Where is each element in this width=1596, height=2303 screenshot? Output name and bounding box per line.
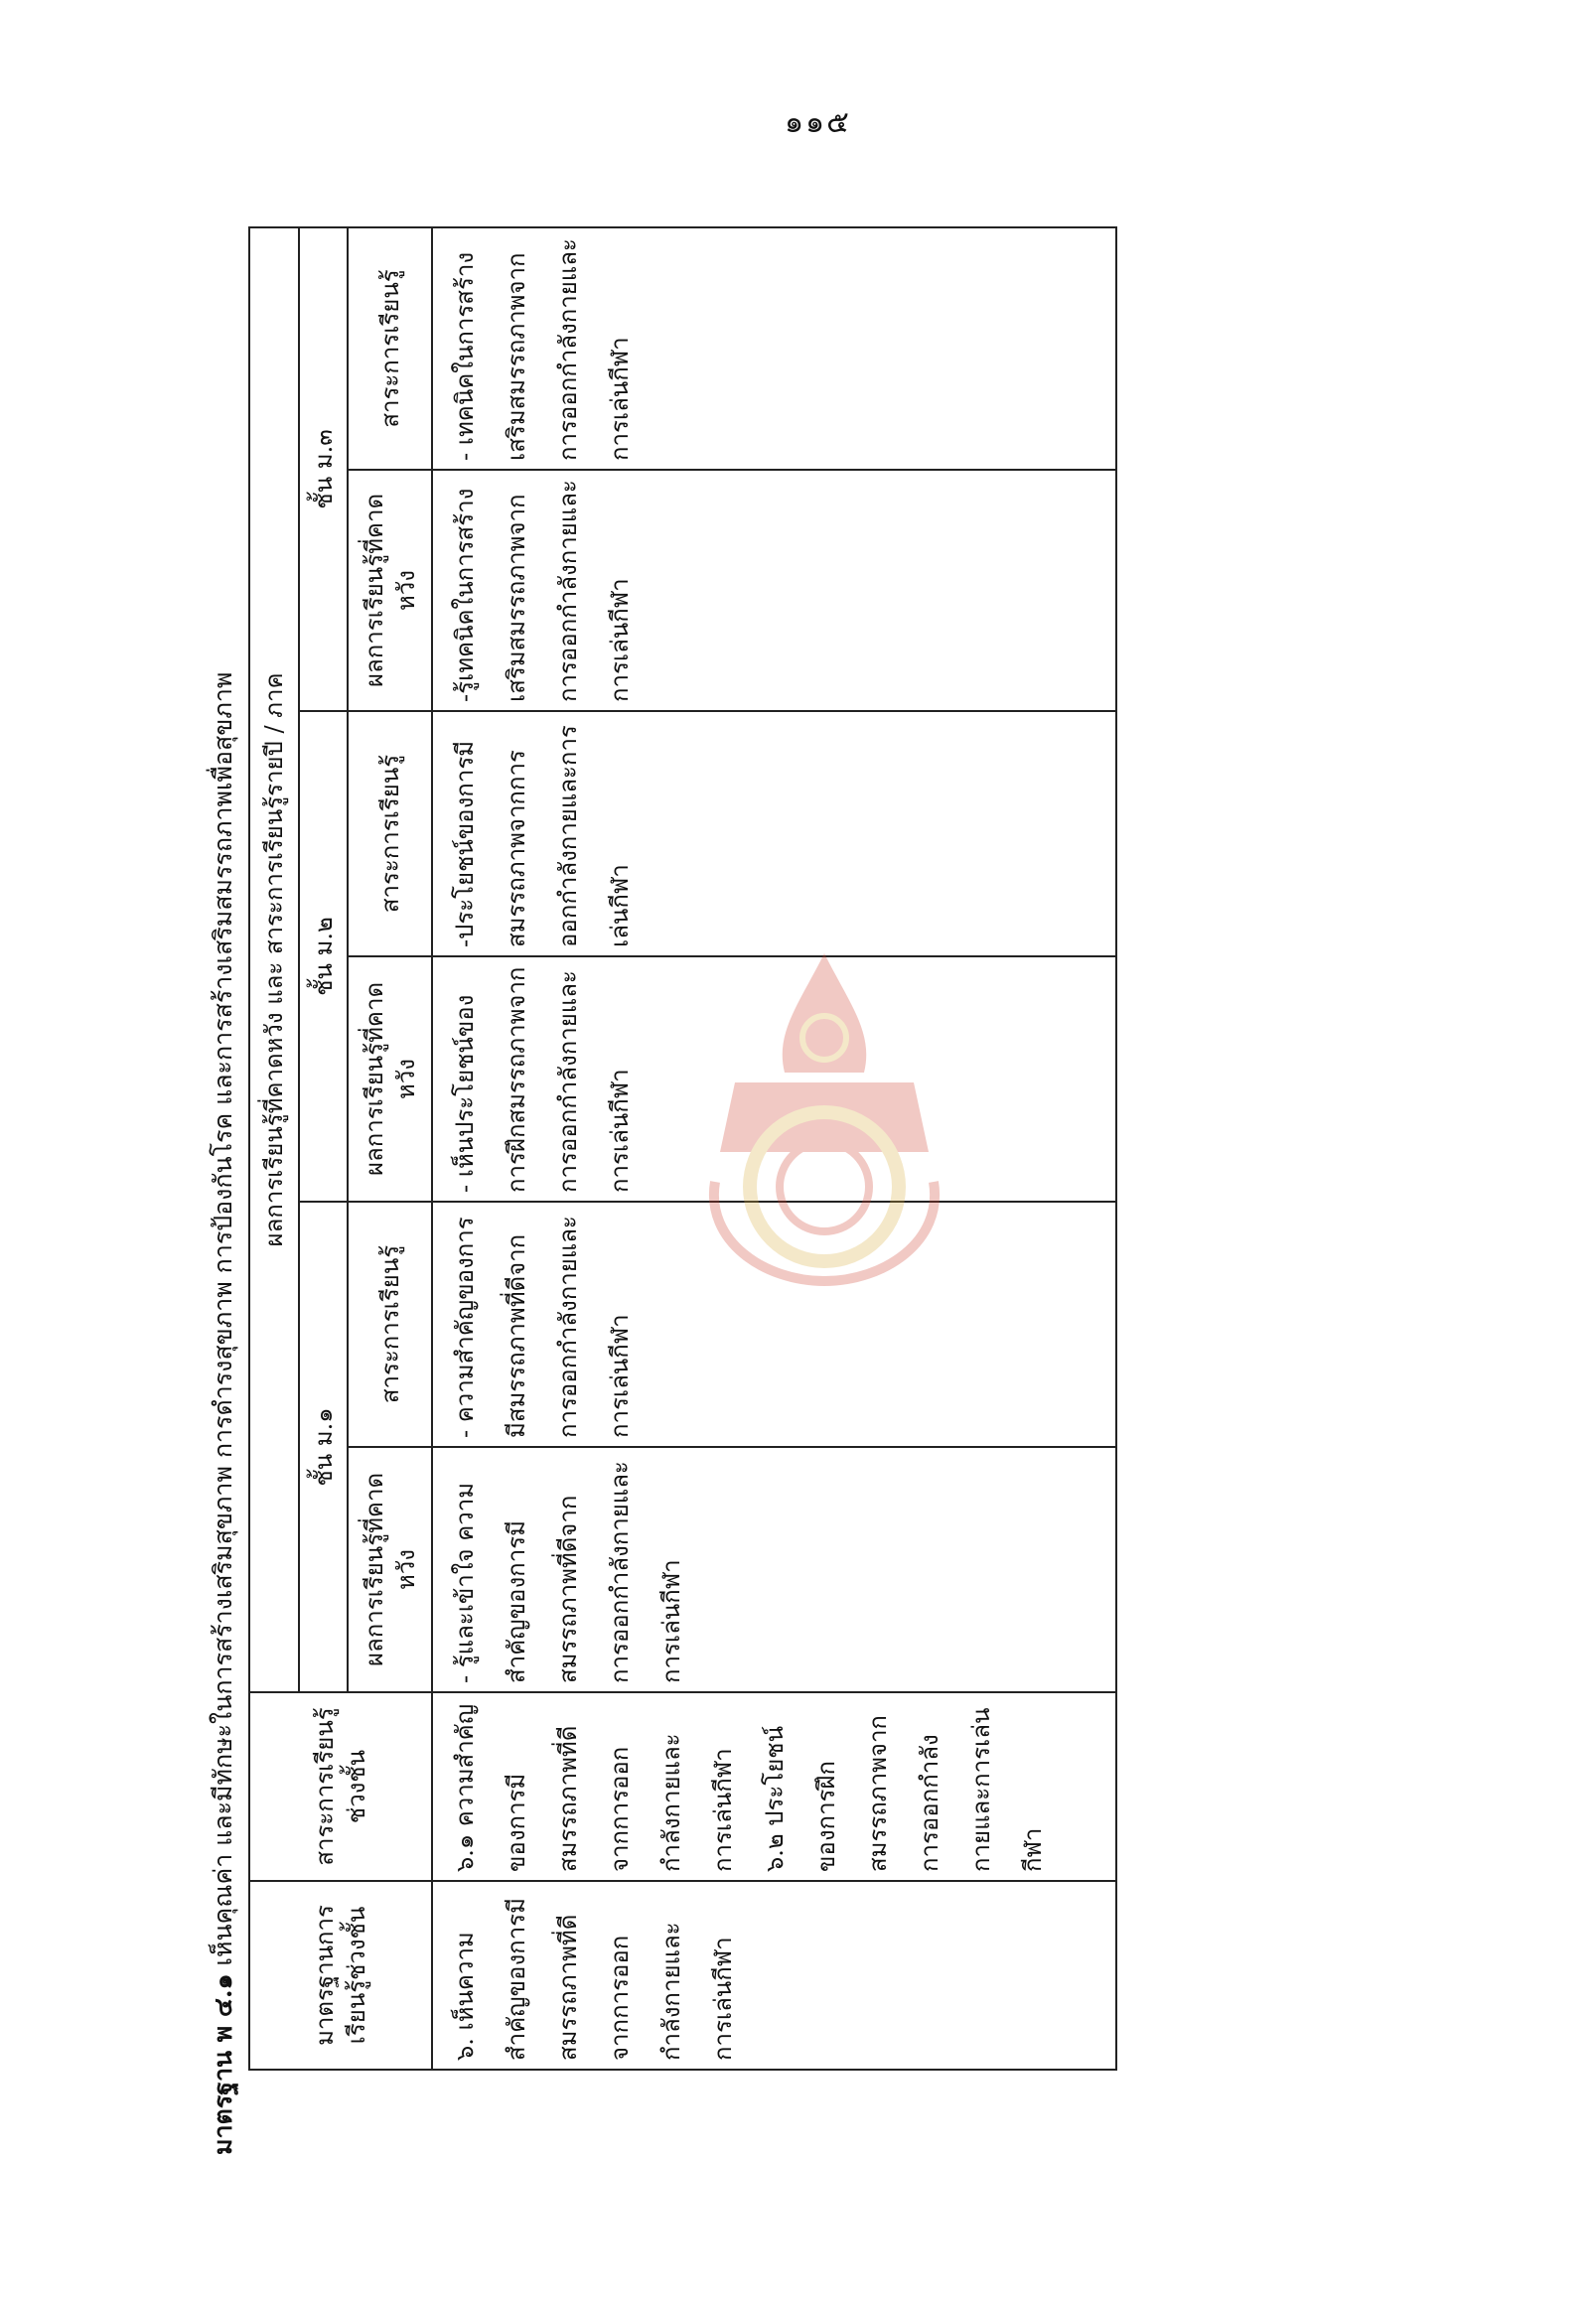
- header-standard: มาตรฐานการเรียนรู้ช่วงชั้น: [249, 1881, 432, 2070]
- header-content: สาระการเรียนรู้ช่วงชั้น: [249, 1692, 432, 1881]
- cell-m3-expected: -รู้เทคนิคในการสร้างเสริมสมรรถภาพจากการออกกำลังกายและการเล่นกีฬา: [432, 470, 1116, 711]
- header-grade-m2: ชั้น ม.๒: [299, 711, 349, 1202]
- header-m1-expected: ผลการเรียนรู้ที่คาดหวัง: [348, 1447, 431, 1692]
- cell-m3-content: - เทคนิคในการสร้างเสริมสมรรถภาพจากการออกกำลังกายและการเล่นกีฬา: [432, 227, 1116, 470]
- header-m1-content: สาระการเรียนรู้: [348, 1202, 431, 1447]
- cell-standard: ๖. เห็นความสำคัญของการมีสมรรถภาพที่ดีจากการออกกำลังกายและการเล่นกีฬา: [432, 1881, 1116, 2070]
- header-m2-content: สาระการเรียนรู้: [348, 711, 431, 956]
- standard-description: เห็นคุณค่า และมีทักษะในการสร้างเสริมสุขภาพ การดำรงสุขภาพ การป้องกันโรค และการสร้างเสริมสมรรถภาพเพื่อสุขภาพ: [209, 671, 237, 1966]
- header-m3-expected: ผลการเรียนรู้ที่คาดหวัง: [348, 470, 431, 711]
- standard-title: [209, 218, 238, 2155]
- emblem-watermark-icon: [675, 943, 973, 1291]
- header-grade-m3: ชั้น ม.๓: [299, 227, 349, 711]
- cell-m2-expected: - เห็นประโยชน์ของการฝึกสมรรถภาพจากการออกกำลังกายและการเล่นกีฬา: [432, 956, 1116, 1202]
- page-number: ๑๑๕: [785, 105, 851, 140]
- header-m2-expected: ผลการเรียนรู้ที่คาดหวัง: [348, 956, 431, 1202]
- header-group: ผลการเรียนรู้ที่คาดหวัง และ สาระการเรียนรู้รายปี / ภาค: [249, 227, 299, 1692]
- cell-m1-content: - ความสำคัญของการมีสมรรถภาพที่ดีจากการออกกำลังกายและการเล่นกีฬา: [432, 1202, 1116, 1447]
- header-row-1: [249, 227, 299, 2070]
- header-grade-m1: ชั้น ม.๑: [299, 1202, 349, 1692]
- rotated-page-content: [189, 218, 1122, 2155]
- cell-m1-expected: - รู้และเข้าใจ ความสำคัญของการมีสมรรถภาพที่ดีจากการออกกำลังกายและการเล่นกีฬา: [432, 1447, 1116, 1692]
- cell-content: ๖.๑ ความสำคัญของการมีสมรรถภาพที่ดีจากการออกกำลังกายและการเล่นกีฬา ๖.๒ ประโยชน์ของการฝึกสมรรถภาพจากการออกกำลังกายและการเล่นกีฬา: [432, 1692, 1116, 1881]
- cell-m2-content: -ประโยชน์ของการมีสมรรถภาพจากการออกกำลังกายและการเล่นกีฬา: [432, 711, 1116, 956]
- header-m3-content: สาระการเรียนรู้: [348, 227, 431, 470]
- standard-code: มาตรฐาน พ ๔.๑: [209, 1973, 237, 2155]
